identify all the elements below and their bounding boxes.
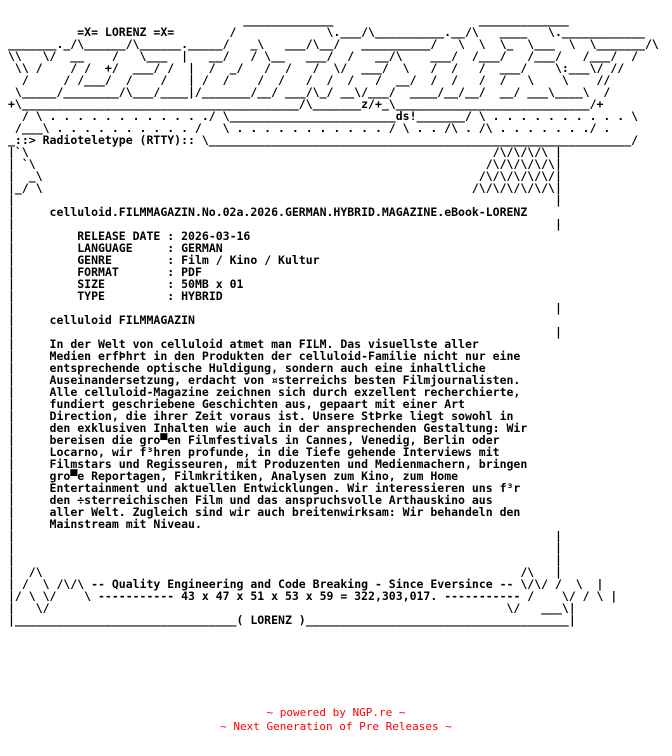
description-text: fundiert geschriebene Geschichten aus, gepaart mit einer Art <box>49 397 465 411</box>
field-value: HYBRID <box>181 289 223 303</box>
description-text: den exklusiven Inhalten wie auch in der ansprechenden Gestaltung: Wir <box>49 421 528 435</box>
banner-line: /___\ . . . . . . . . . . / \ . . . . . . . . . . . / \ . . /\ . /\ . . . . . . ./ . <box>8 121 611 135</box>
release-name: celluloid.FILMMAGAZIN.No.02a.2026.GERMAN.HYBRID.MAGAZINE.eBook-LORENZ <box>49 205 528 219</box>
banner-line: =X= LORENZ =X= / \.___/\__________.__/\ ____ \.____________ <box>8 25 645 39</box>
powered-by-text: ~ powered by NGP.re ~ <box>266 706 406 719</box>
group-name: LORENZ <box>250 613 292 627</box>
description <box>8 338 659 530</box>
rtty-header-prefix: _::> <box>8 133 43 147</box>
description-text: In der Welt von celluloid atmet man FILM. Das visuellste aller <box>49 337 479 351</box>
field-label: GENRE <box>77 253 168 267</box>
description-text: Filmstars und Regisseuren, mit Produzenten und Medienmachern, bringen <box>49 457 528 471</box>
description-text: Mainstream mit Niveau. <box>49 517 202 531</box>
description-text: den ÷sterreichischen Film und das anspruchsvolle Arthauskino aus <box>49 493 493 507</box>
field-label: RELEASE DATE <box>77 229 168 243</box>
description-text: Alle celluloid-Magazine zeichnen sich durch exzellent recherchierte, <box>49 385 521 399</box>
field-row: | FORMAT : PDF <box>8 265 202 279</box>
description-line: | In der Welt von celluloid atmet man FILM. Das visuellste aller <box>8 337 479 351</box>
description-line: | fundiert geschriebene Geschichten aus, gepaart mit einer Art <box>8 397 465 411</box>
description-line: | Direction, die ihrer Zeit voraus ist. Unsere StÞrke liegt sowohl in <box>8 409 514 423</box>
description-line: | den exklusiven Inhalten wie auch in der ansprechenden Gestaltung: Wir <box>8 421 528 435</box>
field-value: 2026-03-16 <box>181 229 251 243</box>
description-line: | Medien erfÞhrt in den Produkten der celluloid-Familie nicht nur eine <box>8 349 521 363</box>
description-line: | gro▀e Reportagen, Filmkritiken, Analysen zum Kino, zum Home <box>8 469 459 483</box>
tagline: -- Quality Engineering and Code Breaking - Since Eversince -- <box>91 577 514 591</box>
magazine-title: celluloid FILMMAGAZIN <box>49 313 195 327</box>
description-line: | den ÷sterreichischen Film und das anspruchsvolle Arthauskino aus <box>8 493 493 507</box>
description-text: Auseinandersetzung, erdacht von ¤sterreichs besten Filmjournalisten. <box>49 373 521 387</box>
field-label: TYPE <box>77 289 168 303</box>
description-text: entsprechende optische Huldigung, sondern auch eine inhaltliche <box>49 361 486 375</box>
description-text: gro▀e Reportagen, Filmkritiken, Analysen zum Kino, zum Home <box>49 469 459 483</box>
description-text: Direction, die ihrer Zeit voraus ist. Unsere StÞrke liegt sowohl in <box>49 409 514 423</box>
ascii-banner <box>8 14 659 134</box>
description-line: | bereisen die gro▀en Filmfestivals in Cannes, Venedig, Berlin oder <box>8 433 500 447</box>
equation: 43 x 47 x 51 x 53 x 59 = 322,303,017. <box>181 589 438 603</box>
field-value: PDF <box>181 265 202 279</box>
field-row: | TYPE : HYBRID <box>8 289 223 303</box>
banner-line: \_____/________/\___/____|/_______/__/ ___/\_/ __\/___/ ____/__/__/ __/ ___\____\ / <box>8 85 611 99</box>
banner-line: / \ . . . . . . . . . . . ./ \________________________ds!_______/ \ . . . . . . . . . . \ <box>8 109 639 123</box>
banner-line: _______._/\______/\______._____/ _\ ___/\__/ __________/ \ \ \_ \___ \ \_______/\ <box>8 37 659 51</box>
description-line: | entsprechende optische Huldigung, sondern auch eine inhaltliche <box>8 361 486 375</box>
banner-line: \\ / / / +/ ___/ / | / _/ / / / \/ ___/ \ / / / ___/ \:___\/ // <box>8 61 625 75</box>
nfo-document: _____________ _____________ =X= LORENZ =X= / \.___/\__________.__/\ ____ \.____________ _______._/\______/\______._____/ _\ ___/\__/ __________/ \ \ \_ \___ \ \_______/\ \\ \/ __ / \___ | __/ / \__ ___/ / __/\ ___/ /___/ /___/ /___/ / \\ / / / +/ ___/ / | / _/ / / / \/ ___/ \ / / / ___/ \:___\/ // / / /___/ / / | / / / / / / / / __/ / / / / \ \ // \_____/________/\___/____|/_______/__/ ___/\_/ __\/___/ ____/__/__/ __/ ___\____\ / +\________________________________________/\_______z/+_\____________________________/+ / \ . . . . . . . . . . . ./ \________________________ds!_______/ \ . . . . . . . . . . \ /___\ . . . . . . . . . . / \ . . . . . . . . . . . / \ . . /\ . /\ . . . . . . ./ . _::> Radioteletype (RTTY):: \_____________________________________________________________/ |`\ /\/\/\/\ | | `\ /\/\/\/\/\| | _\ /\/\/\/\/\/| |_/ \ /\/\/\/\/\/\| | | | celluloid.FILMMAGAZIN.No.02a.2026.GERMAN.HYBRID.MAGAZINE.eBook-LORENZ | | | RELEASE DATE : 2026-03-16 | LANGUAGE : GERMAN | GENRE : Film / Kino / Kultur | FORMAT : PDF | SIZE : 50MB x 01 | TYPE : HYBRID | | | celluloid FILMMAGAZIN | | | In der Welt von celluloid atmet man FILM. Das visuellste aller | Medien erfÞhrt in den Produkten der celluloid-Familie nicht nur eine | entsprechende optische Huldigung, sondern auch eine inhaltliche | Auseinandersetzung, erdacht von ¤sterreichs besten Filmjournalisten. | Alle celluloid-Magazine zeichnen sich durch exzellent recherchierte, | fundiert geschriebene Geschichten aus, gepaart mit einer Art | Direction, die ihrer Zeit voraus ist. Unsere StÞrke liegt sowohl in | den exklusiven Inhalten wie auch in der ansprechenden Gestaltung: Wir | bereisen die gro▀en Filmfestivals in Cannes, Venedig, Berlin oder | Locarno, wir f³hren profunde, in die Tiefe gehende Interviews mit | Filmstars und Regisseuren, mit Produzenten und Medienmachern, bringen | gro▀e Reportagen, Filmkritiken, Analysen zum Kino, zum Home | Entertainment und aktuellen Entwicklungen. Wir interessieren uns f³r | den ÷sterreichischen Film und das anspruchsvolle Arthauskino aus | aller Welt. Zugleich sind wir auch breitenwirksam: Wir behandeln den | Mainstream mit Niveau. | | | | | | | /\ /\ | | / \ /\/\ -- Quality Engineering and Code Breaking - Since Eversince -- \/\/ / \ | |/ \ \/ \ ----------- 43 x 47 x 51 x 53 x 59 = 322,303,017. ----------- / \/ / \ | | \/ \/ ___\| |________________________________( LORENZ )______________________________________| <box>8 13 659 627</box>
section-title: Radioteletype (RTTY) <box>42 133 182 147</box>
field-row: | GENRE : Film / Kino / Kultur <box>8 253 320 267</box>
description-line: | Filmstars und Regisseuren, mit Produzenten und Medienmachern, bringen <box>8 457 528 471</box>
field-row: | LANGUAGE : GERMAN <box>8 241 223 255</box>
description-text: Entertainment und aktuellen Entwicklungen. Wir interessieren uns f³r <box>49 481 521 495</box>
banner-line: +\________________________________________/\_______z/+_\____________________________/+ <box>8 97 604 111</box>
banner-line: \\ \/ __ / \___ | __/ / \__ ___/ / __/\ ___/ /___/ /___/ /___/ / <box>8 49 639 63</box>
description-line: | Entertainment und aktuellen Entwicklungen. Wir interessieren uns f³r <box>8 481 521 495</box>
banner-line: / / /___/ / / | / / / / / / / / __/ / / / / \ \ // <box>8 73 611 87</box>
description-text: bereisen die gro▀en Filmfestivals in Cannes, Venedig, Berlin oder <box>49 433 500 447</box>
release-fields <box>8 230 659 302</box>
field-value: Film / Kino / Kultur <box>181 253 320 267</box>
description-line: | aller Welt. Zugleich sind wir auch breitenwirksam: Wir behandeln den <box>8 505 521 519</box>
description-text: Locarno, wir f³hren profunde, in die Tiefe gehende Interviews mit <box>49 445 500 459</box>
description-line: | Alle celluloid-Magazine zeichnen sich durch exzellent recherchierte, <box>8 385 521 399</box>
field-label: SIZE <box>77 277 168 291</box>
field-row: | SIZE : 50MB x 01 <box>8 277 244 291</box>
description-line: | Auseinandersetzung, erdacht von ¤sterreichs besten Filmjournalisten. <box>8 373 521 387</box>
banner-line: _____________ _____________ <box>8 13 569 27</box>
next-generation-text: ~ Next Generation of Pre Releases ~ <box>220 720 452 733</box>
description-line: | Mainstream mit Niveau. <box>8 517 202 531</box>
field-value: 50MB x 01 <box>181 277 244 291</box>
rtty-header-suffix: :: \_____________________________________________________________/ |`\ /\/\/\/\ | | `\ /\/\/\/\/\| | _\ /\/\/\/\/\/| |_/ \ /\/\/\/\/\/\| | | | <box>8 133 639 219</box>
field-row: | RELEASE DATE : 2026-03-16 <box>8 229 251 243</box>
description-text: Medien erfÞhrt in den Produkten der celluloid-Familie nicht nur eine <box>49 349 521 363</box>
field-label: LANGUAGE <box>77 241 168 255</box>
field-label: FORMAT <box>77 265 168 279</box>
description-text: aller Welt. Zugleich sind wir auch breitenwirksam: Wir behandeln den <box>49 505 521 519</box>
description-line: | Locarno, wir f³hren profunde, in die Tiefe gehende Interviews mit <box>8 445 500 459</box>
field-value: GERMAN <box>181 241 223 255</box>
